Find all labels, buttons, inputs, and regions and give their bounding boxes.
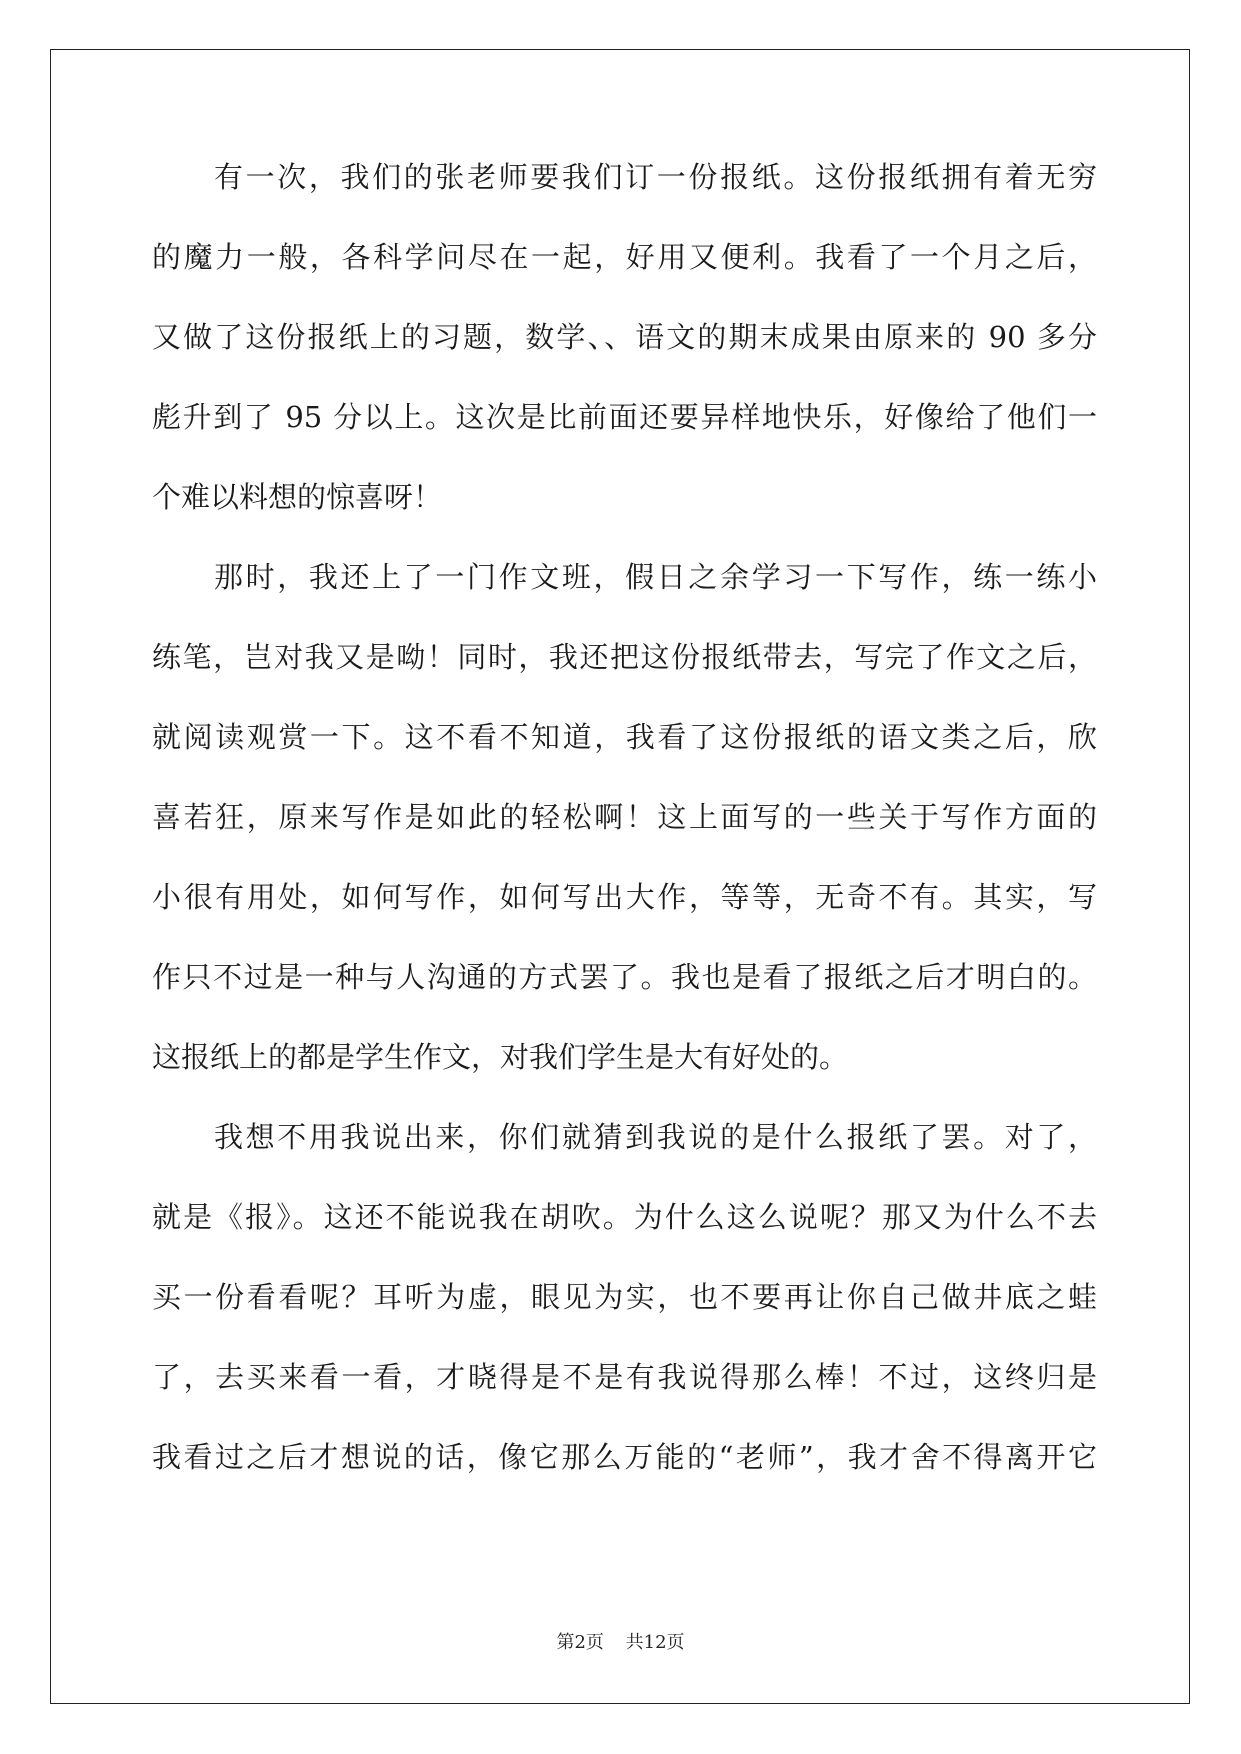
- text-line: 作只不过是一种与人沟通的方式罢了。我也是看了报纸之后才明白的。: [152, 960, 1097, 994]
- total-page-count: 共12页: [625, 1632, 685, 1653]
- text-line: 那时，我还上了一门作文班，假日之余学习一下写作，练一练小: [214, 560, 1097, 594]
- current-page-number: 第2页: [556, 1632, 604, 1653]
- text-line: 这报纸上的都是学生作文，对我们学生是大有好处的。: [152, 1040, 849, 1074]
- text-line: 就阅读观赏一下。这不看不知道，我看了这份报纸的语文类之后，欣: [152, 720, 1097, 754]
- text-line: 彪升到了 95 分以上。这次是比前面还要异样地快乐，好像给了他们一: [152, 400, 1097, 434]
- text-line: 就是《报》。这还不能说我在胡吹。为什么这么说呢？那又为什么不去: [152, 1200, 1097, 1234]
- text-line: 了，去买来看一看，才晓得是不是有我说得那么棒！不过，这终归是: [152, 1360, 1097, 1394]
- text-line: 小很有用处，如何写作，如何写出大作，等等，无奇不有。其实，写: [152, 880, 1097, 914]
- text-line: 又做了这份报纸上的习题，数学、、语文的期末成果由原来的 90 多分: [152, 320, 1097, 354]
- text-line: 的魔力一般，各科学问尽在一起，好用又便利。我看了一个月之后，: [152, 240, 1097, 274]
- text-line: 练笔，岂对我又是呦！同时，我还把这份报纸带去，写完了作文之后，: [152, 640, 1097, 674]
- text-line: 我想不用我说出来，你们就猜到我说的是什么报纸了罢。对了，: [214, 1120, 1097, 1154]
- text-line: 喜若狂，原来写作是如此的轻松啊！这上面写的一些关于写作方面的: [152, 800, 1097, 834]
- text-line: 个难以料想的惊喜呀！: [152, 480, 443, 514]
- document-body: [152, 158, 1097, 1518]
- text-line: 有一次，我们的张老师要我们订一份报纸。这份报纸拥有着无穷: [214, 160, 1097, 194]
- text-line: 我看过之后才想说的话，像它那么万能的“老师”，我才舍不得离开它: [152, 1440, 1097, 1474]
- page-footer: [0, 1628, 1241, 1654]
- text-line: 买一份看看呢？耳听为虚，眼见为实，也不要再让你自己做井底之蛙: [152, 1280, 1097, 1314]
